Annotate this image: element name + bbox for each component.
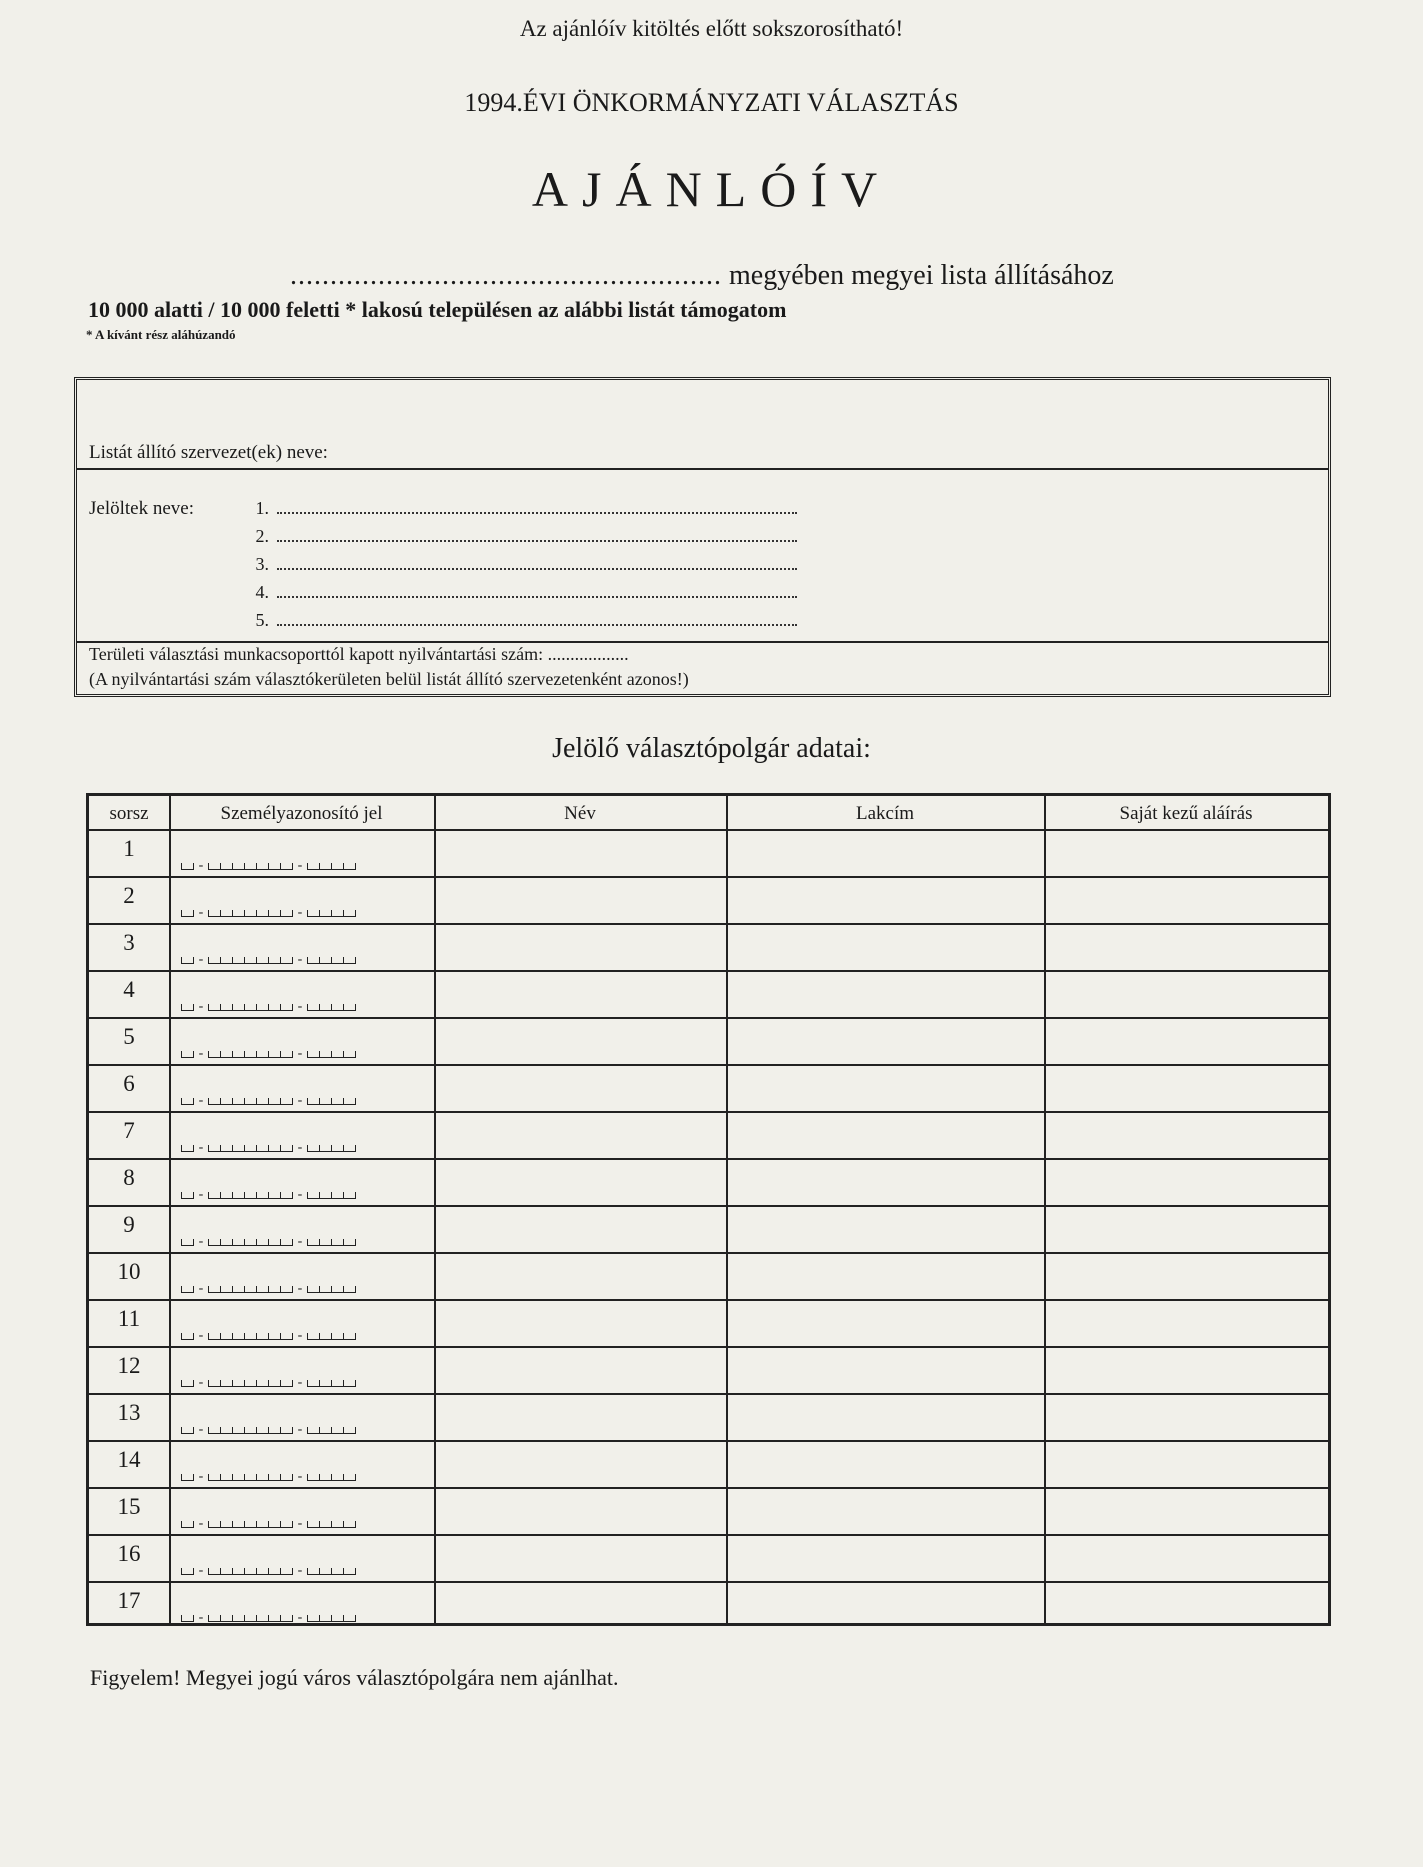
table-row[interactable] (89, 1301, 1328, 1348)
personal-id-boxes[interactable]: - - (181, 1472, 356, 1481)
support-line: 10 000 alatti / 10 000 feletti * lakosú településen az alábbi listát támogatom (88, 297, 787, 322)
row-number: 15 (117, 1494, 141, 1519)
personal-id-boxes[interactable]: - - (181, 955, 356, 964)
personal-id-boxes[interactable]: - - (181, 1425, 356, 1434)
row-number: 4 (123, 977, 135, 1002)
table-row[interactable] (89, 972, 1328, 1019)
row-number: 17 (117, 1588, 141, 1613)
candidate-blank[interactable] (277, 556, 797, 570)
table-row[interactable] (89, 1113, 1328, 1160)
candidate-number: 4. (255, 582, 269, 602)
personal-id-boxes[interactable]: - - (181, 908, 356, 917)
candidate-blank[interactable] (277, 584, 797, 598)
header-sorsz: sorsz (109, 803, 149, 824)
personal-id-boxes[interactable]: - - (181, 1331, 356, 1340)
divider (77, 641, 1328, 643)
personal-id-boxes[interactable]: - - (181, 861, 356, 870)
table-row[interactable] (89, 1019, 1328, 1066)
registration-number-label: Területi választási munkacsoporttól kapott nyilvántartási szám: .................. (89, 644, 629, 664)
candidate-line-1[interactable] (235, 498, 797, 519)
row-number: 6 (123, 1071, 135, 1096)
table-row[interactable] (89, 1489, 1328, 1536)
divider (77, 468, 1328, 470)
personal-id-boxes[interactable]: - - (181, 1002, 356, 1011)
row-number: 16 (117, 1541, 141, 1566)
personal-id-boxes[interactable]: - - (181, 1284, 356, 1293)
row-number: 7 (123, 1118, 135, 1143)
row-number: 8 (123, 1165, 135, 1190)
personal-id-boxes[interactable]: - - (181, 1613, 356, 1622)
table-row[interactable] (89, 1536, 1328, 1583)
row-number: 3 (123, 930, 135, 955)
footnote: * A kívánt rész aláhúzandó (86, 327, 236, 342)
section-title: Jelölő választópolgár adatai: (552, 733, 871, 764)
row-number: 5 (123, 1024, 135, 1049)
candidate-line-3[interactable] (235, 554, 797, 575)
candidate-blank[interactable] (277, 500, 797, 514)
personal-id-boxes[interactable]: - - (181, 1190, 356, 1199)
candidate-line-4[interactable] (235, 582, 797, 603)
personal-id-boxes[interactable]: - - (181, 1143, 356, 1152)
candidate-line-5[interactable] (235, 610, 797, 631)
row-number: 2 (123, 883, 135, 908)
candidate-number: 3. (255, 554, 269, 574)
org-name-label: Listát állító szervezet(ek) neve: (89, 442, 328, 463)
header-address: Lakcím (855, 803, 915, 824)
candidate-line-2[interactable] (235, 526, 797, 547)
row-number: 10 (117, 1259, 141, 1284)
table-row[interactable] (89, 1254, 1328, 1301)
table-header (89, 796, 1328, 831)
signature-table (86, 793, 1331, 1626)
table-row[interactable] (89, 1348, 1328, 1395)
table-row[interactable] (89, 1442, 1328, 1489)
personal-id-boxes[interactable]: - - (181, 1519, 356, 1528)
list-info-box (74, 377, 1331, 697)
row-number: 14 (117, 1447, 141, 1472)
table-row[interactable] (89, 1395, 1328, 1442)
header-id: Személyazonosító jel (220, 803, 383, 824)
county-text: megyében megyei lista állításához (729, 260, 1114, 291)
personal-id-boxes[interactable]: - - (181, 1378, 356, 1387)
candidates-label: Jelöltek neve: (89, 498, 194, 519)
personal-id-boxes[interactable]: - - (181, 1237, 356, 1246)
candidate-number: 2. (255, 526, 269, 546)
row-number: 11 (117, 1306, 141, 1331)
candidate-number: 5. (255, 610, 269, 630)
table-row[interactable] (89, 1066, 1328, 1113)
table-row[interactable] (89, 878, 1328, 925)
election-title: 1994.ÉVI ÖNKORMÁNYZATI VÁLASZTÁS (464, 88, 959, 117)
table-row[interactable] (89, 1207, 1328, 1254)
warning-note: Figyelem! Megyei jogú város választópolgára nem ajánlhat. (90, 1665, 619, 1690)
copy-note: Az ajánlóív kitöltés előtt sokszorosítható! (519, 16, 904, 41)
candidate-number: 1. (255, 498, 269, 518)
table-row[interactable] (89, 831, 1328, 878)
row-number: 12 (117, 1353, 141, 1378)
header-name: Név (564, 803, 596, 824)
table-row[interactable] (89, 1583, 1328, 1630)
candidate-blank[interactable] (277, 528, 797, 542)
row-number: 9 (123, 1212, 135, 1237)
table-row[interactable] (89, 1160, 1328, 1207)
header-signature: Saját kezű aláírás (1119, 803, 1253, 824)
personal-id-boxes[interactable]: - - (181, 1566, 356, 1575)
table-row[interactable] (89, 925, 1328, 972)
candidate-blank[interactable] (277, 612, 797, 626)
county-line (290, 260, 1114, 292)
form-title: AJÁNLÓÍV (531, 161, 892, 217)
row-number: 1 (123, 836, 135, 861)
personal-id-boxes[interactable]: - - (181, 1096, 356, 1105)
personal-id-boxes[interactable]: - - (181, 1049, 356, 1058)
county-blank[interactable]: ...................................................... (290, 260, 722, 291)
row-number: 13 (117, 1400, 141, 1425)
registration-note: (A nyilvántartási szám választókerületen belül listát állító szervezetenként azonos!) (89, 669, 689, 689)
